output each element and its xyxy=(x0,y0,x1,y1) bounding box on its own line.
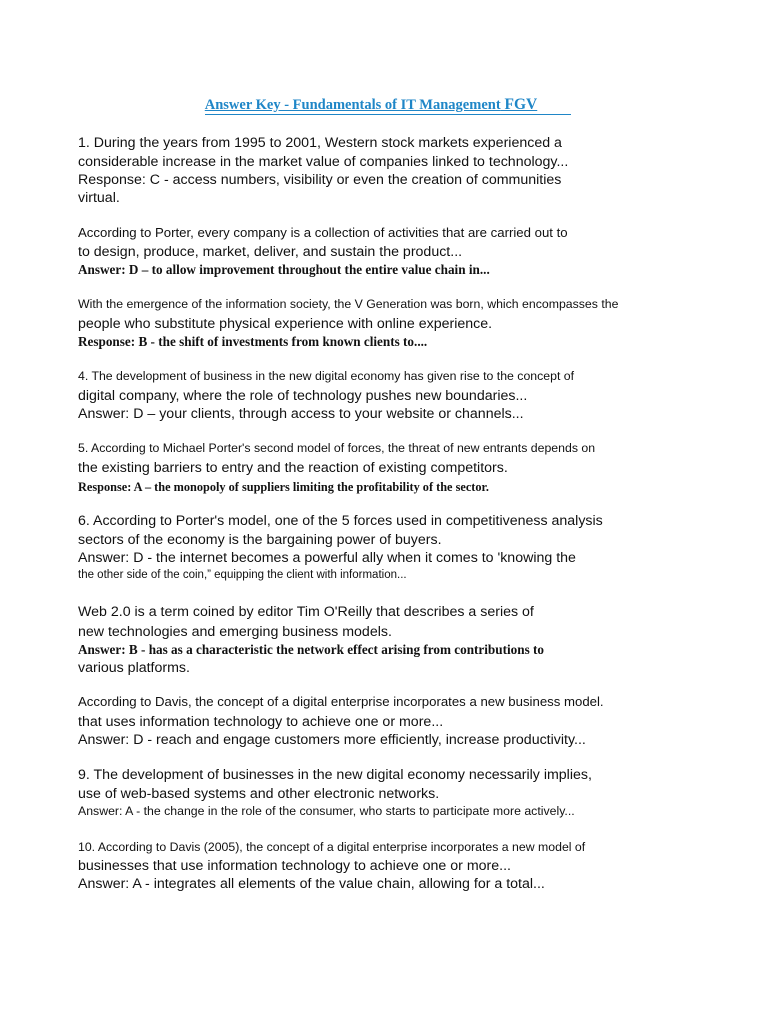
item-7-answer: Answer: B - has as a characteristic the network effect arising from contributions to xyxy=(78,642,544,657)
item-6-line-4: the other side of the coin,” equipping the client with information... xyxy=(78,569,407,581)
item-9-answer: Answer: A - the change in the role of the consumer, who starts to participate more actively... xyxy=(78,804,575,818)
item-9-line-2: use of web-based systems and other electronic networks. xyxy=(78,786,440,802)
item-7-line-1: Web 2.0 is a term coined by editor Tim O'Reilly that describes a series of xyxy=(78,604,534,620)
item-10-line-1: 10. According to Davis (2005), the concept of a digital enterprise incorporates a new model of xyxy=(78,840,586,854)
item-1-line-2: considerable increase in the market value of companies linked to technology... xyxy=(78,154,569,170)
title-container xyxy=(0,96,768,115)
item-6-line-2: sectors of the economy is the bargaining power of buyers. xyxy=(78,532,442,548)
item-5-line-2: the existing barriers to entry and the reaction of existing competitors. xyxy=(78,460,508,476)
title-text: Answer Key - Fundamentals of IT Management xyxy=(204,97,501,113)
item-8-answer: Answer: D - reach and engage customers more efficiently, increase productivity... xyxy=(78,732,586,748)
item-7-line-4: various platforms. xyxy=(78,660,190,676)
item-3-line-1: With the emergence of the information society, the V Generation was born, which encompasses the xyxy=(78,297,619,311)
item-1-line-4: virtual. xyxy=(78,190,120,206)
item-2-line-2: to design, produce, market, deliver, and sustain the product... xyxy=(78,244,463,260)
item-8-line-2: that uses information technology to achieve one or more... xyxy=(78,714,444,730)
item-10-line-2: businesses that use information technology to achieve one or more... xyxy=(78,858,511,874)
item-2-answer: Answer: D – to allow improvement throughout the entire value chain in... xyxy=(78,262,490,277)
item-4-answer: Answer: D – your clients, through access to your website or channels... xyxy=(78,406,524,422)
item-6-line-1: 6. According to Porter's model, one of the 5 forces used in competitiveness analysis xyxy=(78,513,603,529)
item-5-line-1: 5. According to Michael Porter's second model of forces, the threat of new entrants depends on xyxy=(78,441,596,455)
item-1-line-1: 1. During the years from 1995 to 2001, Western stock markets experienced a xyxy=(78,135,562,151)
title-suffix: FGV xyxy=(500,96,538,113)
item-5-answer: Response: A – the monopoly of suppliers limiting the profitability of the sector. xyxy=(78,480,489,494)
item-4-line-2: digital company, where the role of technology pushes new boundaries... xyxy=(78,388,528,404)
document-title xyxy=(205,96,572,115)
item-3-answer: Response: B - the shift of investments from known clients to.... xyxy=(78,334,428,349)
item-7-line-2: new technologies and emerging business models. xyxy=(78,624,392,640)
item-4-line-1: 4. The development of business in the new digital economy has given rise to the concept of xyxy=(78,369,575,383)
item-1-answer: Response: C - access numbers, visibility or even the creation of communities xyxy=(78,172,562,188)
item-3-line-2: people who substitute physical experience with online experience. xyxy=(78,316,493,332)
item-6-answer: Answer: D - the internet becomes a powerful ally when it comes to 'knowing the xyxy=(78,550,576,566)
item-8-line-1: According to Davis, the concept of a digital enterprise incorporates a new business model. xyxy=(78,694,604,709)
item-10-answer: Answer: A - integrates all elements of the value chain, allowing for a total... xyxy=(78,876,545,892)
item-2-line-1: According to Porter, every company is a collection of activities that are carried out to xyxy=(78,225,568,240)
item-9-line-1: 9. The development of businesses in the new digital economy necessarily implies, xyxy=(78,767,592,783)
